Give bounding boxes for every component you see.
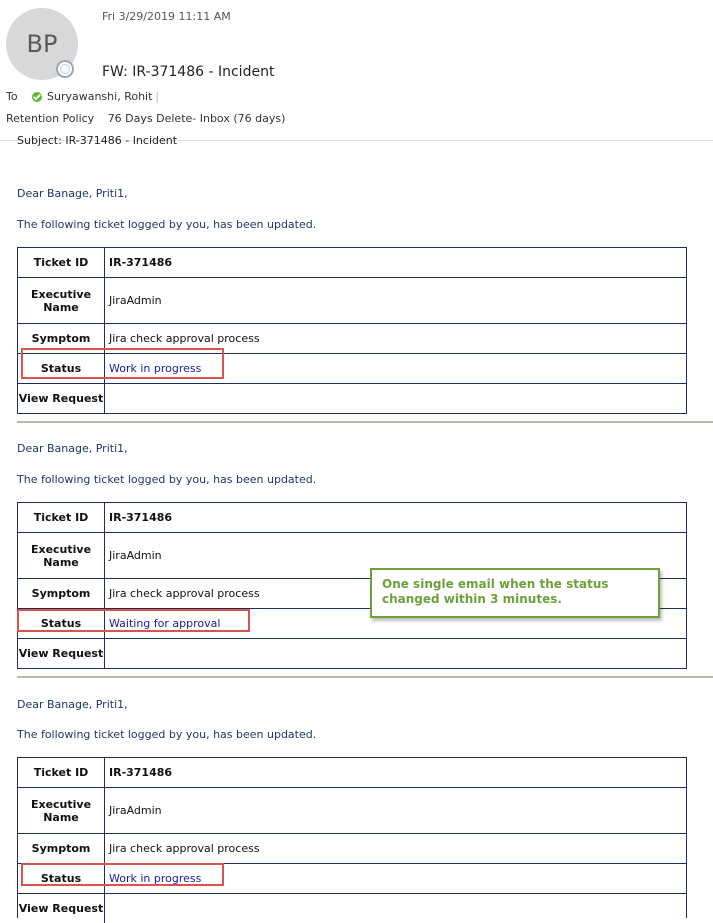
status-value: Work in progress [109,362,202,375]
email-date: Fri 3/29/2019 11:11 AM [102,10,231,23]
status-value: Work in progress [109,872,202,885]
row-key: View Request [18,384,105,413]
table-row [18,833,686,863]
view-request-link[interactable] [105,639,686,668]
separator: | [155,90,160,103]
to-label: To [6,90,18,103]
recipient-name[interactable]: Suryawanshi, Rohit [47,90,153,103]
greeting: Dear Banage, Priti1, [17,442,128,455]
intro-text: The following ticket logged by you, has been updated. [17,728,317,741]
row-value: JiraAdmin [109,549,162,562]
row-key: Symptom [18,834,105,863]
available-check-icon [32,92,42,102]
row-value: IR-371486 [109,256,173,269]
recipient-row [6,90,159,103]
view-request-link[interactable] [105,894,686,923]
table-row [18,758,686,787]
row-value: Jira check approval process [109,587,260,600]
row-key: Executive Name [18,788,105,833]
email-subject: FW: IR-371486 - Incident [102,64,275,80]
table-row [18,893,686,923]
row-value: Jira check approval process [109,842,260,855]
clipped-subject-line [17,134,178,148]
ticket-table [17,757,687,918]
row-key: Symptom [18,579,105,608]
row-key: Status [18,354,105,383]
table-row [18,638,686,668]
table-row [18,787,686,833]
row-key: Status [18,609,105,638]
row-key: Status [18,864,105,893]
retention-label: Retention Policy [6,112,95,125]
intro-text: The following ticket logged by you, has been updated. [17,473,317,486]
intro-text: The following ticket logged by you, has been updated. [17,218,317,231]
row-value: JiraAdmin [109,294,162,307]
row-key: Ticket ID [18,503,105,532]
table-row [18,248,686,277]
avatar-initials: BP [26,30,58,58]
status-highlight-box [17,609,250,632]
row-key: View Request [18,639,105,668]
table-row [18,503,686,532]
row-key: View Request [18,894,105,923]
greeting: Dear Banage, Priti1, [17,187,128,200]
clipped-subject-text: Subject: IR-371486 - Incident [17,134,178,147]
status-highlight-box [21,863,224,886]
email-divider [17,421,713,423]
row-value: IR-371486 [109,511,173,524]
row-value: JiraAdmin [109,804,162,817]
row-key: Executive Name [18,533,105,578]
table-row [18,277,686,323]
retention-row [6,112,285,125]
row-key: Executive Name [18,278,105,323]
greeting: Dear Banage, Priti1, [17,698,128,711]
email-divider [17,676,713,678]
ticket-table [17,247,687,414]
retention-value: 76 Days Delete- Inbox (76 days) [107,112,286,125]
row-key: Ticket ID [18,248,105,277]
row-key: Ticket ID [18,758,105,787]
annotation-callout: One single email when the status changed within 3 minutes. [370,568,660,618]
presence-status-icon [56,60,74,78]
row-key: Symptom [18,324,105,353]
view-request-link[interactable] [105,384,686,413]
table-row [18,383,686,413]
status-highlight-box [21,348,224,379]
row-value: IR-371486 [109,766,173,779]
row-value: Jira check approval process [109,332,260,345]
status-value: Waiting for approval [109,617,221,630]
